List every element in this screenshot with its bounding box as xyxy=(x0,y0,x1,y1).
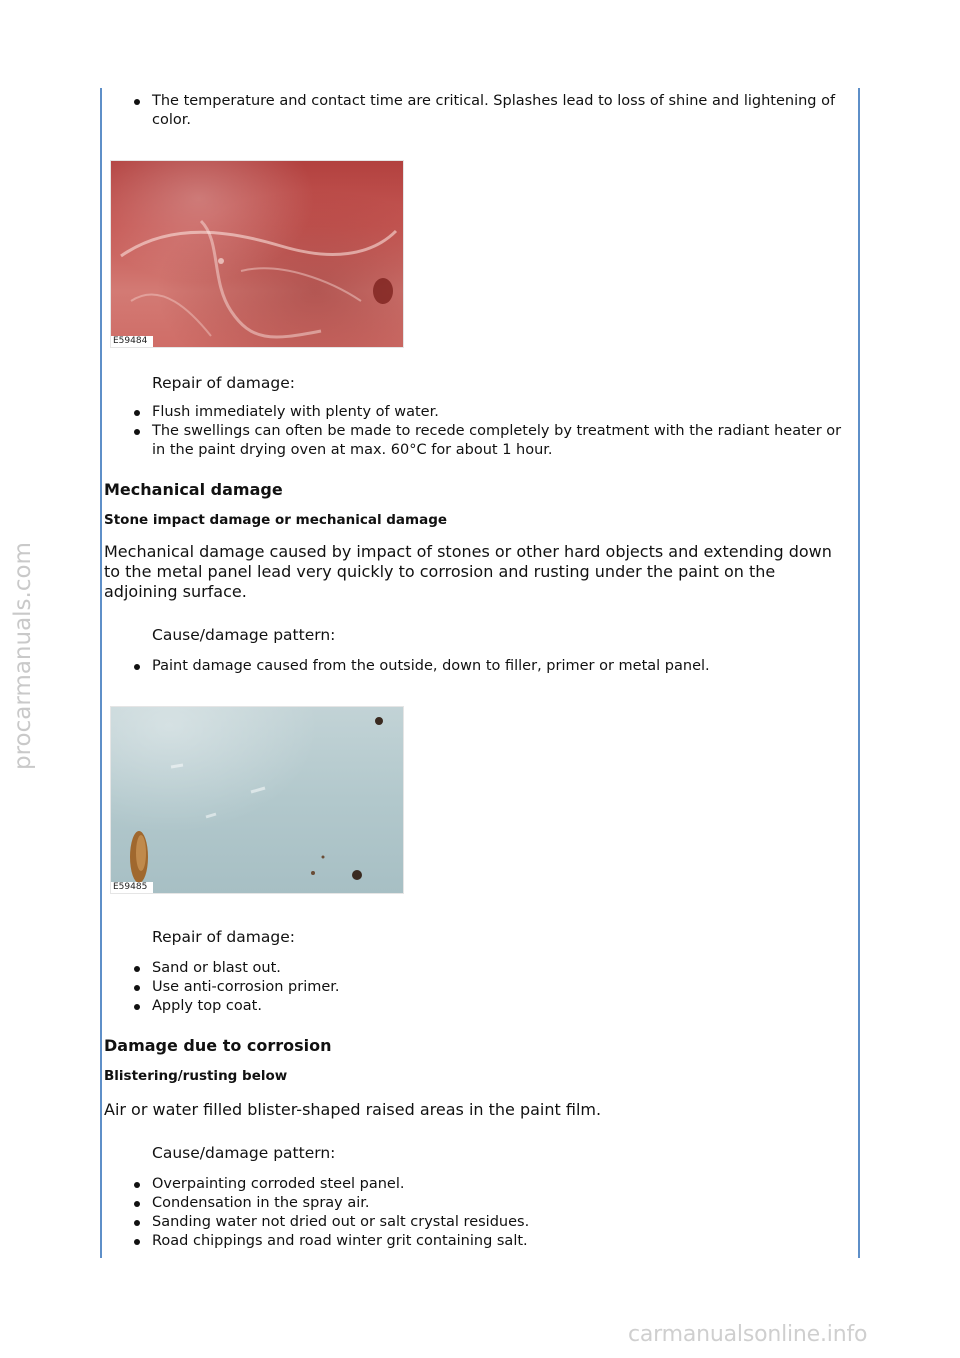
repair-bullet-list xyxy=(104,959,844,1016)
list-item: Sanding water not dried out or salt crystal residues. xyxy=(104,1213,844,1232)
intro-bullet-list xyxy=(104,92,844,130)
cause-bullet-list xyxy=(104,1175,844,1251)
stone-chip-texture-icon xyxy=(111,707,403,893)
swelling-damage-photo xyxy=(110,160,404,348)
cause-label: Cause/damage pattern: xyxy=(152,626,336,644)
figure-code: E59484 xyxy=(111,336,153,347)
cause-bullet-list xyxy=(104,657,844,676)
right-margin-rule xyxy=(858,88,860,1258)
list-item: Overpainting corroded steel panel. xyxy=(104,1175,844,1194)
section-subheading: Blistering/rusting below xyxy=(104,1068,288,1084)
list-item: Condensation in the spray air. xyxy=(104,1194,844,1213)
side-watermark: procarmanuals.com xyxy=(10,542,36,770)
left-margin-rule xyxy=(100,88,102,1258)
document-body xyxy=(104,92,844,1251)
list-item: Road chippings and road winter grit containing salt. xyxy=(104,1232,844,1251)
stone-chip-damage-photo xyxy=(110,706,404,894)
section-heading: Damage due to corrosion xyxy=(104,1036,332,1055)
swelling-texture-icon xyxy=(111,161,403,347)
list-item: Apply top coat. xyxy=(104,997,844,1016)
cause-label: Cause/damage pattern: xyxy=(152,1144,336,1162)
repair-bullet-list xyxy=(104,403,844,460)
bottom-watermark: carmanualsonline.info xyxy=(628,1322,868,1347)
list-item: The swellings can often be made to recede completely by treatment with the radiant heater or in the paint drying oven at max. 60°C for about 1 hour. xyxy=(104,422,844,460)
figure-code: E59485 xyxy=(111,882,153,893)
section-body: Mechanical damage caused by impact of stones or other hard objects and extending down to the metal panel lead very quickly to corrosion and rusting under the paint on the adjoining surface. xyxy=(104,542,832,601)
repair-label: Repair of damage: xyxy=(152,928,295,946)
repair-label: Repair of damage: xyxy=(152,374,295,392)
list-item: The temperature and contact time are critical. Splashes lead to loss of shine and lightening of color. xyxy=(104,92,844,130)
list-item: Paint damage caused from the outside, down to filler, primer or metal panel. xyxy=(104,657,844,676)
section-body: Air or water filled blister-shaped raised areas in the paint film. xyxy=(104,1100,602,1119)
list-item: Use anti-corrosion primer. xyxy=(104,978,844,997)
list-item: Flush immediately with plenty of water. xyxy=(104,403,844,422)
section-heading: Mechanical damage xyxy=(104,480,283,499)
section-subheading: Stone impact damage or mechanical damage xyxy=(104,512,448,528)
list-item: Sand or blast out. xyxy=(104,959,844,978)
